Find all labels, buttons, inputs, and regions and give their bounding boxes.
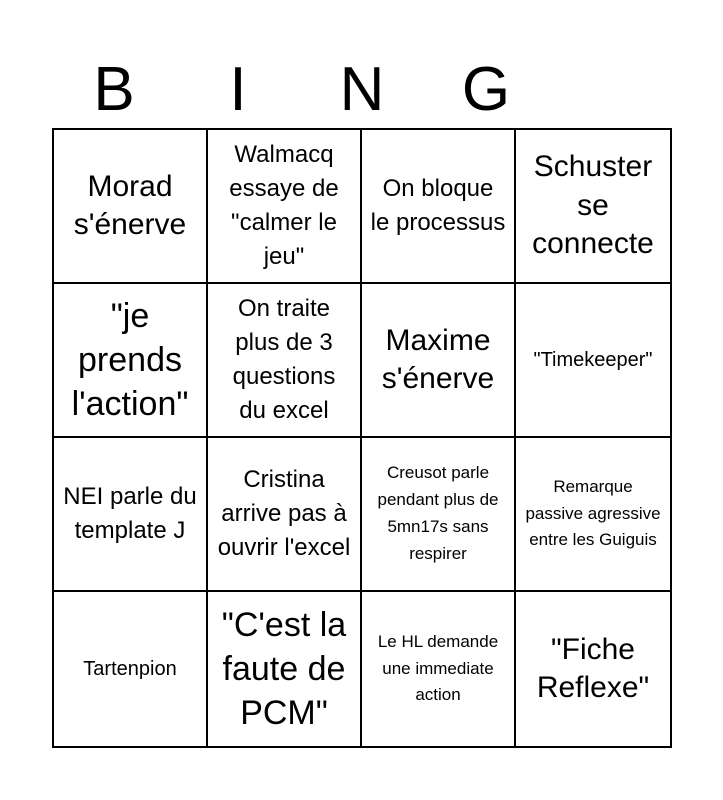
bingo-cell-text: On traite plus de 3 questions du excel bbox=[232, 294, 336, 425]
bingo-cell-text: "Fiche Reflexe" bbox=[536, 632, 650, 704]
bingo-cell-1[interactable] bbox=[54, 130, 208, 284]
bingo-cell-11[interactable] bbox=[362, 438, 516, 592]
bingo-cell-text: NEI parle du template J bbox=[63, 482, 197, 544]
bingo-cell-7[interactable] bbox=[362, 284, 516, 438]
bingo-cell-text: Maxime s'énerve bbox=[381, 323, 495, 395]
bingo-cell-14[interactable] bbox=[208, 592, 362, 746]
bingo-cell-text: Remarque passive agressive entre les Guiguis bbox=[525, 476, 661, 550]
bingo-cell-text: Schuster se connecte bbox=[532, 150, 654, 261]
bingo-cell-text: Walmacq essaye de "calmer le jeu" bbox=[229, 140, 339, 271]
bingo-cell-text: Tartenpion bbox=[83, 657, 177, 680]
header-letter-n: N bbox=[339, 54, 385, 124]
bingo-cell-15[interactable] bbox=[362, 592, 516, 746]
bingo-cell-16[interactable] bbox=[516, 592, 670, 746]
bingo-board bbox=[52, 128, 672, 748]
bingo-header bbox=[52, 52, 672, 127]
bingo-cell-text: Le HL demande une immediate action bbox=[377, 631, 499, 705]
header-letter-i: I bbox=[229, 54, 247, 124]
bingo-cell-6[interactable] bbox=[208, 284, 362, 438]
bingo-cell-10[interactable] bbox=[208, 438, 362, 592]
bingo-cell-12[interactable] bbox=[516, 438, 670, 592]
bingo-cell-9[interactable] bbox=[54, 438, 208, 592]
header-letter-b: B bbox=[93, 54, 135, 124]
bingo-cell-2[interactable] bbox=[208, 130, 362, 284]
bingo-cell-text: Morad s'énerve bbox=[73, 169, 187, 241]
bingo-cell-13[interactable] bbox=[54, 592, 208, 746]
bingo-cell-text: "C'est la faute de PCM" bbox=[221, 605, 347, 733]
bingo-cell-4[interactable] bbox=[516, 130, 670, 284]
bingo-cell-text: "je prends l'action" bbox=[71, 296, 189, 424]
bingo-cell-3[interactable] bbox=[362, 130, 516, 284]
bingo-cell-text: Creusot parle pendant plus de 5mn17s sans respirer bbox=[377, 463, 499, 563]
bingo-cell-5[interactable] bbox=[54, 284, 208, 438]
bingo-cell-8[interactable] bbox=[516, 284, 670, 438]
bingo-cell-text: "Timekeeper" bbox=[533, 348, 653, 371]
bingo-cell-text: Cristina arrive pas à ouvrir l'excel bbox=[217, 465, 351, 562]
header-letter-g: G bbox=[461, 54, 511, 124]
bingo-cell-text: On bloque le processus bbox=[370, 174, 506, 236]
